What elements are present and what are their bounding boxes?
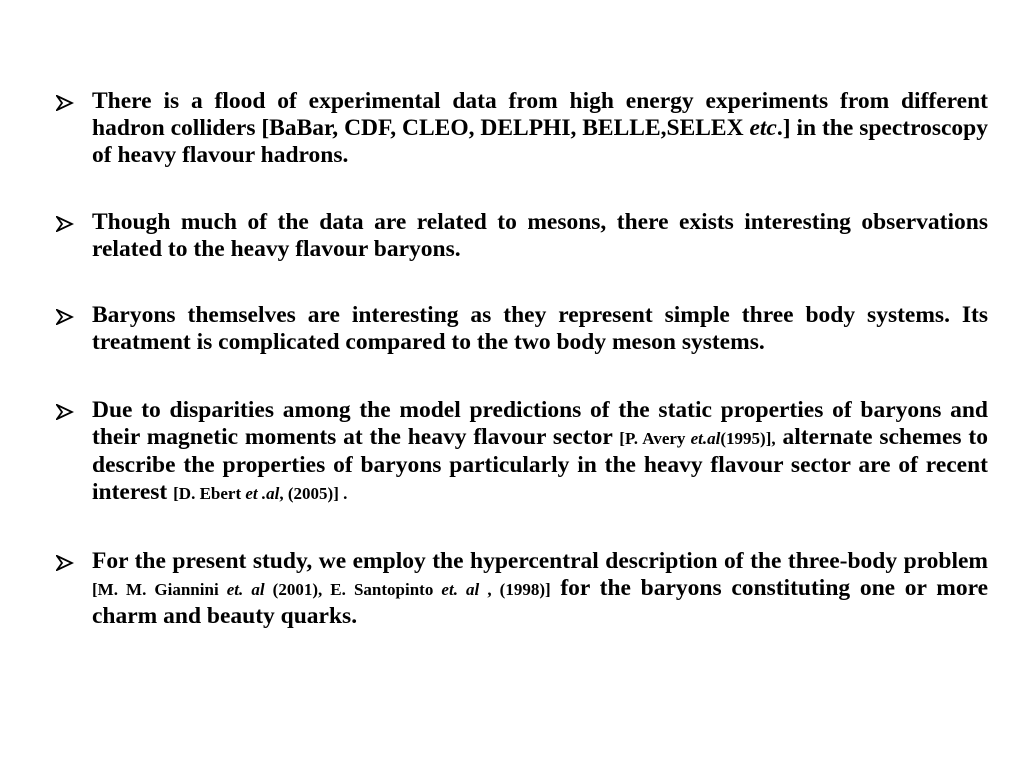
bullet-list [50,88,988,630]
citation-avery: [P. Avery et.al(1995)], [619,429,776,448]
bullet-text: Though much of the data are related to mesons, there exists interesting observations related to the heavy flavour baryons. [92,209,988,262]
bullet-item-mesons [50,209,988,263]
arrow-bullet-icon [50,209,92,232]
bullet-item-experimental-data [50,88,988,169]
arrow-bullet-icon [50,548,92,571]
arrow-bullet-icon [50,88,92,111]
bullet-text: Baryons themselves are interesting as they represent simple three body systems. Its treatment is complicated compared to the two body meson systems. [92,302,988,355]
bullet-item-disparities [50,397,988,507]
arrow-bullet-icon [50,302,92,325]
bullet-text: Due to disparities among the model predictions of the static properties of baryons and their magnetic moments at the heavy flavour sector [P. Avery et.al(1995)], alternate schemes to describe the properties of baryons particularly in the heavy flavour sector are of recent interest [D. Ebert et .al, (2005)] . [92,397,988,505]
bullet-item-three-body [50,302,988,356]
bullet-text: There is a flood of experimental data from high energy experiments from different hadron colliders [BaBar, CDF, CLEO, DELPHI, BELLE,SELEX etc.] in the spectroscopy of heavy flavour hadrons. [92,88,988,168]
citation-ebert: [D. Ebert et .al, (2005)] . [173,484,348,503]
citation-giannini-santopinto: [M. M. Giannini et. al (2001), E. Santopinto et. al , (1998)] [92,580,551,599]
bullet-item-hypercentral [50,548,988,630]
bullet-text: For the present study, we employ the hypercentral description of the three-body problem [M. M. Giannini et. al (2001), E. Santopinto et. al , (1998)] for the baryons constituting one or more charm and beauty quarks. [92,548,989,629]
arrow-bullet-icon [50,397,92,420]
